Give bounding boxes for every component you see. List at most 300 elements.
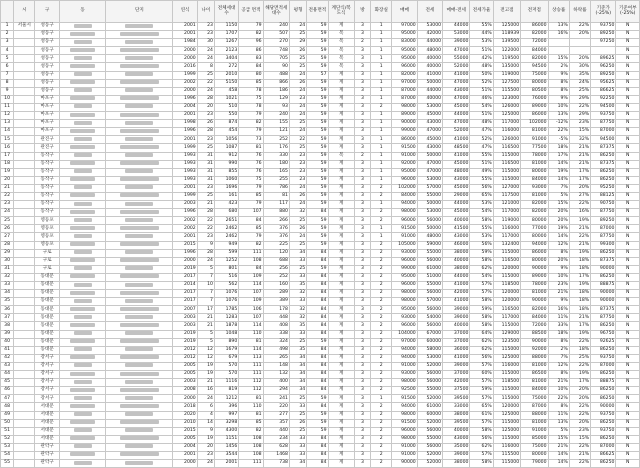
table-cell: 40 [1, 338, 14, 346]
table-cell: 58000 [417, 346, 442, 354]
table-cell: 39000 [443, 306, 470, 314]
table-cell: 영등포 [35, 217, 59, 225]
table-cell: 계 [328, 241, 354, 249]
table-cell: N [616, 209, 640, 217]
table-row [1, 79, 640, 87]
table-cell: 2 [354, 152, 370, 160]
table-cell: 41500 [443, 225, 470, 233]
table-cell: 997 [214, 411, 238, 419]
table-cell: 176 [263, 144, 289, 152]
table-cell [14, 201, 35, 209]
table-cell: 116000 [493, 225, 520, 233]
redacted-complex-cell [106, 314, 173, 322]
table-cell: 114 [239, 322, 263, 330]
table-cell: 84000 [521, 314, 548, 322]
table-cell: 서대문 [35, 403, 59, 411]
redacted-complex-cell [106, 201, 173, 209]
redaction-block [120, 161, 159, 165]
table-cell: 95625 [591, 79, 616, 87]
table-cell: 9% [548, 71, 569, 79]
redaction-block [70, 161, 95, 165]
table-cell: 59 [307, 120, 328, 128]
redaction-block [74, 283, 92, 287]
table-cell: 23 [1, 201, 14, 209]
redacted-dong-cell [59, 128, 106, 136]
redaction-block [70, 404, 95, 408]
table-cell: 16 [197, 387, 214, 395]
table-cell: N [616, 47, 640, 55]
table-cell: 23 [197, 31, 214, 39]
table-cell: 1999 [173, 71, 197, 79]
table-cell: 26 [289, 225, 306, 233]
table-cell: 880 [263, 209, 289, 217]
table-cell: 계 [328, 451, 354, 459]
redacted-dong-cell [59, 112, 106, 120]
table-cell: 2% [548, 346, 569, 354]
table-cell: 396 [214, 403, 238, 411]
table-cell: 35000 [443, 443, 470, 451]
table-row [1, 338, 640, 346]
table-cell: 51% [470, 87, 493, 95]
table-cell: 2007 [173, 306, 197, 314]
redaction-block [125, 461, 153, 465]
table-cell: 252 [263, 136, 289, 144]
table-cell: N [616, 338, 640, 346]
table-cell: 748 [263, 47, 289, 55]
table-cell: 17% [569, 379, 590, 387]
table-cell: 498 [263, 346, 289, 354]
redacted-dong-cell [59, 225, 106, 233]
redacted-complex-cell [106, 184, 173, 192]
table-cell: 41000 [443, 71, 470, 79]
table-cell: 1996 [173, 95, 197, 103]
table-cell: 89000 [392, 112, 417, 120]
table-cell: 44000 [443, 23, 470, 31]
table-cell [548, 39, 569, 47]
table-cell: 계 [328, 403, 354, 411]
table-cell: N [616, 282, 640, 290]
table-cell: 90000 [591, 403, 616, 411]
table-cell: 25 [1, 217, 14, 225]
table-cell: 55000 [417, 282, 442, 290]
redaction-block [74, 315, 92, 319]
redaction-block [70, 96, 95, 100]
table-cell: 266 [263, 217, 289, 225]
table-cell: 34 [289, 354, 306, 362]
table-cell: 14% [548, 176, 569, 184]
column-header: 상승률 [548, 1, 569, 23]
table-cell: 97000 [392, 338, 417, 346]
table-cell: 52000 [443, 128, 470, 136]
table-cell: 82000 [521, 55, 548, 63]
table-cell: 118500 [493, 282, 520, 290]
table-cell: 148 [263, 362, 289, 370]
table-cell: 9% [548, 298, 569, 306]
table-cell: N [616, 225, 640, 233]
table-cell: 2651 [214, 217, 238, 225]
table-cell: 24 [197, 395, 214, 403]
table-cell: 86000 [521, 249, 548, 257]
table-cell: 628 [263, 443, 289, 451]
redacted-dong-cell [59, 298, 106, 306]
table-cell: 1 [371, 201, 392, 209]
table-cell: 강서구 [35, 395, 59, 403]
table-cell: 819 [214, 387, 238, 395]
table-cell: 3 [354, 241, 370, 249]
table-cell: 56000 [417, 306, 442, 314]
table-cell: 40000 [417, 95, 442, 103]
table-cell: 25 [289, 411, 306, 419]
table-cell: 8% [548, 249, 569, 257]
table-cell: 82 [239, 241, 263, 249]
table-cell: 115000 [493, 168, 520, 176]
table-cell: 3 [354, 63, 370, 71]
table-cell: 126000 [493, 136, 520, 144]
table-cell: 39000 [443, 314, 470, 322]
table-cell: 계 [328, 225, 354, 233]
table-cell: 127500 [493, 79, 520, 87]
table-cell: 25 [197, 144, 214, 152]
redaction-block [125, 299, 153, 303]
table-cell: 93750 [591, 411, 616, 419]
table-cell: 84 [307, 298, 328, 306]
table-cell: 계 [328, 23, 354, 31]
table-cell: 59000 [417, 241, 442, 249]
table-cell: 44000 [443, 112, 470, 120]
table-cell: 256 [263, 265, 289, 273]
table-cell: 48% [470, 63, 493, 71]
table-cell: 86250 [591, 322, 616, 330]
table-cell [14, 338, 35, 346]
table-cell: 1087 [214, 144, 238, 152]
table-cell: 1456 [214, 443, 238, 451]
table-cell: 동대문 [35, 273, 59, 281]
table-cell: N [616, 39, 640, 47]
table-cell: 25 [197, 71, 214, 79]
redaction-block [125, 250, 153, 254]
table-cell [14, 120, 35, 128]
table-cell: 102000 [521, 120, 548, 128]
table-cell [14, 192, 35, 200]
table-cell: 80000 [521, 451, 548, 459]
table-cell: 21% [548, 290, 569, 298]
table-cell: 25 [289, 217, 306, 225]
table-cell: 59 [307, 168, 328, 176]
table-cell: 801 [214, 265, 238, 273]
table-cell: 34 [289, 249, 306, 257]
table-cell: 81000 [521, 419, 548, 427]
table-cell: 51% [470, 112, 493, 120]
table-cell: 125000 [493, 354, 520, 362]
table-cell: 35 [289, 346, 306, 354]
table-cell: 180 [263, 160, 289, 168]
table-cell: 계 [328, 87, 354, 95]
table-cell: 20 [1, 176, 14, 184]
table-cell: 15% [548, 55, 569, 63]
redaction-block [70, 32, 95, 36]
table-cell: 102000 [392, 184, 417, 192]
table-cell: 84 [239, 217, 263, 225]
table-cell: 59 [307, 233, 328, 241]
table-cell: 84 [307, 257, 328, 265]
table-cell [14, 411, 35, 419]
table-cell: 59 [307, 217, 328, 225]
table-cell: 93750 [591, 23, 616, 31]
redaction-block [125, 40, 153, 44]
table-cell: 계 [328, 314, 354, 322]
table-cell: 45000 [443, 103, 470, 111]
table-cell: 2001 [173, 233, 197, 241]
redacted-complex-cell [106, 79, 173, 87]
table-cell: 36000 [443, 346, 470, 354]
table-cell: 75000 [521, 71, 548, 79]
table-cell: 33 [289, 330, 306, 338]
table-row [1, 330, 640, 338]
table-cell: 관악구 [35, 443, 59, 451]
table-cell: 56% [470, 354, 493, 362]
table-cell [14, 306, 35, 314]
redaction-block [70, 80, 95, 84]
table-cell: 계 [328, 443, 354, 451]
redacted-complex-cell [106, 249, 173, 257]
table-cell: 3 [354, 128, 370, 136]
redaction-block [125, 153, 153, 157]
table-cell: 62% [470, 338, 493, 346]
table-cell: 96000 [392, 427, 417, 435]
table-cell: 132 [263, 371, 289, 379]
table-cell: 3 [354, 120, 370, 128]
table-cell: 2020 [173, 411, 197, 419]
redacted-dong-cell [59, 209, 106, 217]
redacted-complex-cell [106, 241, 173, 249]
table-cell: 2004 [173, 443, 197, 451]
redacted-complex-cell [106, 47, 173, 55]
table-cell: 81 [239, 395, 263, 403]
redacted-complex-cell [106, 39, 173, 47]
table-cell: 계 [328, 306, 354, 314]
table-cell: 50% [470, 71, 493, 79]
table-cell: 89000 [521, 103, 548, 111]
table-cell: 87375 [591, 257, 616, 265]
table-cell: N [616, 95, 640, 103]
table-cell: 52000 [417, 451, 442, 459]
table-cell: 1116 [214, 379, 238, 387]
table-cell: 33 [289, 451, 306, 459]
redaction-block [70, 420, 95, 424]
table-cell: 40000 [443, 427, 470, 435]
table-cell: 44000 [417, 87, 442, 95]
table-cell: 3 [354, 282, 370, 290]
header-row [1, 1, 640, 23]
table-cell [14, 435, 35, 443]
table-cell: 9 [1, 87, 14, 95]
table-cell: N [616, 451, 640, 459]
redaction-block [70, 372, 95, 376]
table-cell: 40000 [417, 63, 442, 71]
table-cell: 29 [289, 39, 306, 47]
column-header: 동 [59, 1, 106, 23]
table-cell: 계 [328, 362, 354, 370]
table-cell: 89250 [591, 71, 616, 79]
table-cell: 성동구 [35, 39, 59, 47]
table-cell: 28 [197, 128, 214, 136]
table-cell: 37000 [443, 330, 470, 338]
table-cell: 18 [1, 160, 14, 168]
table-cell: 2 [371, 249, 392, 257]
table-cell: 111 [239, 460, 263, 468]
redacted-complex-cell [106, 63, 173, 71]
redaction-block [120, 64, 159, 68]
table-cell: 49 [1, 411, 14, 419]
redaction-block [120, 32, 159, 36]
table-cell: 1996 [173, 209, 197, 217]
table-cell: 50000 [417, 152, 442, 160]
table-cell: 3 [354, 168, 370, 176]
table-cell: 2 [371, 265, 392, 273]
column-header: 전세 [417, 1, 442, 23]
table-cell: 59 [307, 160, 328, 168]
table-row [1, 87, 640, 95]
redaction-block [70, 145, 95, 149]
table-cell: 3 [354, 443, 370, 451]
table-cell: 22% [569, 460, 590, 468]
table-cell: 계 [328, 395, 354, 403]
table-cell: 2017 [173, 290, 197, 298]
table-cell: 93 [263, 103, 289, 111]
table-cell: 2 [371, 257, 392, 265]
redaction-block [125, 396, 153, 400]
table-cell: 20% [548, 257, 569, 265]
table-cell: 87000 [392, 87, 417, 95]
table-cell: 15 [1, 136, 14, 144]
redaction-block [70, 274, 95, 278]
table-cell: 84 [307, 460, 328, 468]
table-cell: 84000 [521, 387, 548, 395]
table-cell: 91000 [392, 362, 417, 370]
table-cell: 성동구 [35, 55, 59, 63]
table-cell: 86000 [392, 136, 417, 144]
table-cell: 59 [307, 31, 328, 39]
table-cell: 61000 [417, 265, 442, 273]
table-cell: 55000 [417, 387, 442, 395]
table-cell [14, 346, 35, 354]
table-cell: 60% [470, 371, 493, 379]
redaction-block [120, 452, 159, 456]
table-cell: 복 [328, 31, 354, 39]
table-cell: 90000 [591, 290, 616, 298]
table-cell: N [616, 31, 640, 39]
table-cell: 3 [354, 112, 370, 120]
table-cell [548, 47, 569, 55]
table-cell: 2008 [173, 387, 197, 395]
redacted-dong-cell [59, 282, 106, 290]
table-cell: 22% [569, 201, 590, 209]
table-cell: 계 [328, 290, 354, 298]
table-cell: 58% [470, 298, 493, 306]
table-cell: 24 [197, 47, 214, 55]
table-cell: N [616, 322, 640, 330]
table-cell [14, 176, 35, 184]
column-header: 매매-전세 [443, 1, 470, 23]
table-cell: 복 [328, 152, 354, 160]
table-cell: 47000 [417, 168, 442, 176]
table-cell: 270 [263, 39, 289, 47]
table-cell: 2003 [173, 314, 197, 322]
table-cell: 46 [1, 387, 14, 395]
redaction-block [120, 307, 159, 311]
table-cell: 43000 [417, 144, 442, 152]
redacted-complex-cell [106, 87, 173, 95]
table-cell: 96000 [392, 217, 417, 225]
table-cell: N [616, 136, 640, 144]
table-cell: 115000 [493, 176, 520, 184]
table-cell: 24 [197, 257, 214, 265]
table-row [1, 168, 640, 176]
table-cell: 87000 [591, 225, 616, 233]
table-cell: 계 [328, 354, 354, 362]
redacted-complex-cell [106, 298, 173, 306]
table-cell: 56000 [417, 290, 442, 298]
redaction-block [70, 339, 95, 343]
table-cell: 58% [470, 257, 493, 265]
table-cell: 서대문 [35, 411, 59, 419]
table-cell: 23 [197, 184, 214, 192]
table-row [1, 201, 640, 209]
table-cell: 23 [289, 168, 306, 176]
table-cell: 35 [1, 298, 14, 306]
table-cell: 2462 [214, 233, 238, 241]
table-row [1, 290, 640, 298]
table-cell: 3 [354, 427, 370, 435]
table-cell: 19% [548, 225, 569, 233]
table-cell: 458 [214, 87, 238, 95]
table-cell [14, 451, 35, 459]
table-row [1, 63, 640, 71]
table-cell: 84 [307, 435, 328, 443]
table-cell: 82000 [521, 306, 548, 314]
table-cell: 72000 [521, 322, 548, 330]
table-row [1, 128, 640, 136]
table-cell: 85 [239, 79, 263, 87]
table-cell: 110 [239, 330, 263, 338]
table-cell: 계 [328, 201, 354, 209]
table-cell: 45 [1, 379, 14, 387]
table-cell: 1021 [214, 95, 238, 103]
table-cell: 34 [1, 290, 14, 298]
redaction-block [74, 40, 92, 44]
table-cell: 94000 [392, 346, 417, 354]
table-cell: 2001 [173, 451, 197, 459]
table-cell: 3 [354, 403, 370, 411]
table-cell [14, 427, 35, 435]
table-cell: 9 [197, 427, 214, 435]
table-cell: 46% [470, 95, 493, 103]
table-cell: 1998 [173, 120, 197, 128]
redaction-block [74, 137, 92, 141]
table-cell: 76 [239, 168, 263, 176]
table-cell: 55000 [417, 435, 442, 443]
table-cell: 389 [263, 298, 289, 306]
table-cell: 53% [470, 201, 493, 209]
redaction-block [70, 323, 95, 327]
table-cell: 94000 [392, 354, 417, 362]
table-cell: 관악구 [35, 460, 59, 468]
redaction-block [70, 48, 95, 52]
table-cell: 550 [214, 112, 238, 120]
table-cell: 57% [470, 395, 493, 403]
table-cell: 93750 [591, 112, 616, 120]
table-cell: 2003 [173, 201, 197, 209]
